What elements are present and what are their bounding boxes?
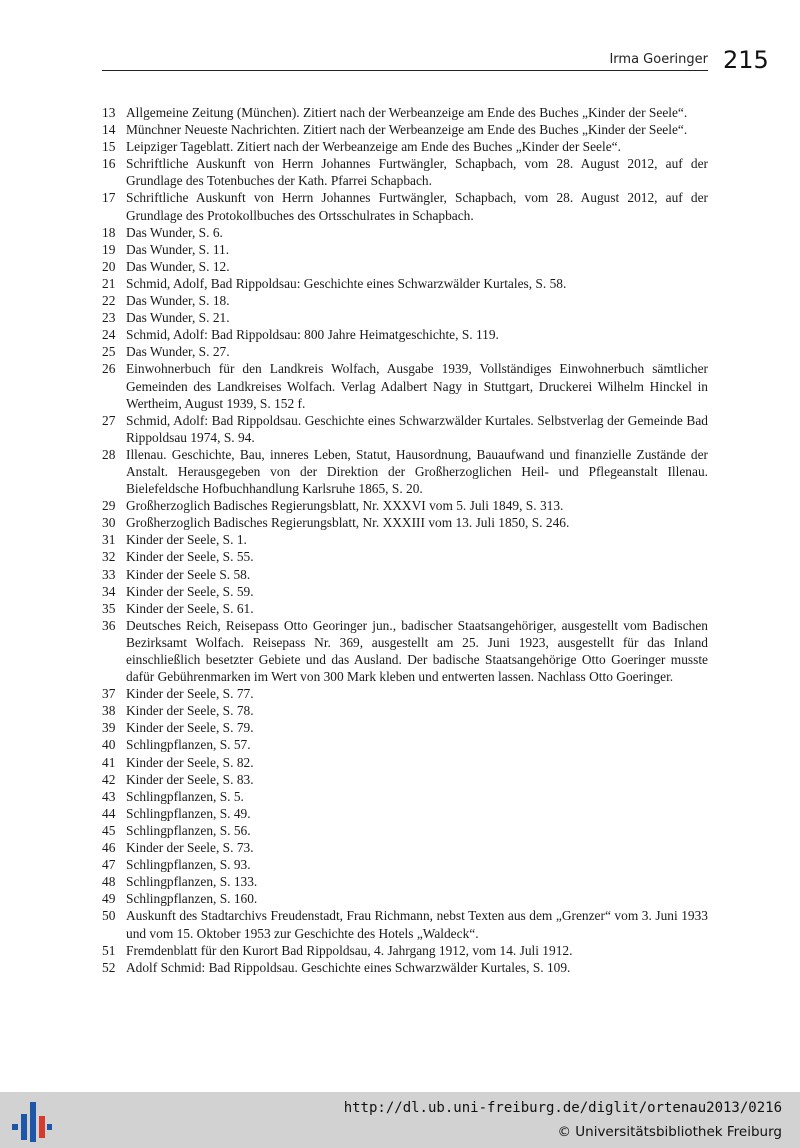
endnote-text: Großherzoglich Badisches Regierungsblatt, Nr. XXXVI vom 5. Juli 1849, S. 313. — [126, 498, 564, 514]
endnote-item — [102, 241, 708, 258]
endnote-item — [102, 292, 708, 309]
endnote-item — [102, 873, 708, 890]
endnote-text: Das Wunder, S. 6. — [126, 224, 223, 240]
endnote-text: Allgemeine Zeitung (München). Zitiert nach der Werbeanzeige am Ende des Buches „Kinder der Seele“. — [126, 105, 688, 120]
endnote-text: Auskunft des Stadtarchivs Freudenstadt, Frau Richmann, nebst Texten aus dem „Grenzer“ vom 3. Juni 1933 und vom 15. Oktober 1953 zur Geschichte des Hotels „Waldeck“. — [126, 908, 708, 941]
endnote-item — [102, 685, 708, 702]
endnote-item — [102, 326, 708, 343]
endnote-item — [102, 275, 708, 292]
endnote-item — [102, 258, 708, 275]
endnote-item — [102, 754, 708, 771]
endnote-item — [102, 583, 708, 600]
endnote-item — [102, 719, 708, 736]
endnote-number: 32 — [102, 549, 116, 565]
endnote-number: 51 — [102, 942, 116, 958]
endnote-number: 26 — [102, 361, 116, 377]
endnote-text: Schmid, Adolf: Bad Rippoldsau. Geschichte eines Schwarzwälder Kurtales. Selbstverlag der Gemeinde Bad Rippoldsau 1974, S. 94. — [126, 412, 708, 445]
endnote-item — [102, 805, 708, 822]
endnote-number: 14 — [102, 122, 116, 138]
viewer-footer — [0, 1092, 800, 1148]
endnote-number: 46 — [102, 840, 116, 856]
endnote-item — [102, 839, 708, 856]
endnote-number: 17 — [102, 190, 116, 206]
endnote-text: Kinder der Seele, S. 55. — [126, 549, 254, 565]
endnote-number: 35 — [102, 600, 116, 616]
endnote-number: 19 — [102, 241, 116, 257]
endnote-text: Kinder der Seele, S. 82. — [126, 754, 254, 770]
endnote-number: 28 — [102, 446, 116, 462]
endnote-item — [102, 514, 708, 531]
endnote-text: Kinder der Seele, S. 78. — [126, 703, 254, 719]
endnote-item — [102, 138, 708, 155]
endnote-number: 43 — [102, 788, 116, 804]
endnote-text: Kinder der Seele, S. 1. — [126, 532, 247, 548]
endnote-text: Leipziger Tageblatt. Zitiert nach der Werbeanzeige am Ende des Buches „Kinder der Seele“. — [126, 139, 621, 155]
endnote-item — [102, 942, 708, 959]
endnote-number: 23 — [102, 310, 116, 326]
endnote-text: Großherzoglich Badisches Regierungsblatt, Nr. XXXIII vom 13. Juli 1850, S. 246. — [126, 515, 570, 531]
endnote-text: Kinder der Seele, S. 79. — [126, 720, 254, 736]
endnote-text: Einwohnerbuch für den Landkreis Wolfach, Ausgabe 1939, Vollständiges Einwohnerbuch sämtlicher Gemeinden des Landkreises Wolfach. Verlag Adalbert Nagy in Stuttgart, Druckerei Wilhelm Hinckel in Wertheim, August 1939, S. 152 f. — [126, 361, 708, 411]
endnote-number: 29 — [102, 498, 116, 514]
endnote-item — [102, 446, 708, 497]
endnote-number: 18 — [102, 224, 116, 240]
endnote-text: Schlingpflanzen, S. 133. — [126, 874, 258, 890]
endnote-text: Fremdenblatt für den Kurort Bad Rippoldsau, 4. Jahrgang 1912, vom 14. Juli 1912. — [126, 942, 573, 958]
endnote-item — [102, 360, 708, 411]
endnote-item — [102, 566, 708, 583]
endnote-text: Schlingpflanzen, S. 49. — [126, 805, 251, 821]
endnote-number: 37 — [102, 686, 116, 702]
endnote-text: Kinder der Seele, S. 77. — [126, 686, 254, 702]
endnote-number: 49 — [102, 891, 116, 907]
endnote-number: 36 — [102, 617, 116, 633]
endnote-item — [102, 531, 708, 548]
endnote-item — [102, 104, 708, 121]
copyright-notice: © Universitätsbibliothek Freiburg — [557, 1124, 782, 1140]
endnote-text: Schlingpflanzen, S. 160. — [126, 891, 258, 907]
endnotes-list — [102, 104, 708, 976]
library-logo-icon — [12, 1102, 52, 1142]
endnote-item — [102, 224, 708, 241]
endnote-text: Das Wunder, S. 11. — [126, 241, 230, 257]
endnote-item — [102, 788, 708, 805]
endnote-number: 16 — [102, 156, 116, 172]
endnote-text: Schlingpflanzen, S. 5. — [126, 788, 244, 804]
endnote-item — [102, 343, 708, 360]
endnote-item — [102, 907, 708, 941]
endnote-number: 38 — [102, 703, 116, 719]
endnote-item — [102, 155, 708, 189]
endnote-text: Kinder der Seele, S. 83. — [126, 771, 254, 787]
endnote-text: Kinder der Seele, S. 59. — [126, 583, 254, 599]
endnote-number: 50 — [102, 908, 116, 924]
endnote-item — [102, 890, 708, 907]
endnote-number: 48 — [102, 874, 116, 890]
endnote-number: 33 — [102, 566, 116, 582]
endnote-number: 22 — [102, 293, 116, 309]
permalink-url[interactable]: http://dl.ub.uni-freiburg.de/diglit/ortenau2013/0216 — [343, 1100, 782, 1116]
endnote-item — [102, 959, 708, 976]
endnote-item — [102, 771, 708, 788]
endnote-text: Kinder der Seele S. 58. — [126, 566, 251, 582]
header-rule — [102, 70, 708, 71]
endnote-number: 13 — [102, 105, 116, 120]
endnote-text: Kinder der Seele, S. 73. — [126, 840, 254, 856]
endnote-text: Das Wunder, S. 27. — [126, 344, 230, 360]
endnote-number: 44 — [102, 805, 116, 821]
page-number: 215 — [723, 46, 769, 74]
endnote-text: Schmid, Adolf: Bad Rippoldsau: 800 Jahre Heimatgeschichte, S. 119. — [126, 327, 499, 343]
endnote-number: 15 — [102, 139, 116, 155]
endnote-text: Kinder der Seele, S. 61. — [126, 600, 254, 616]
endnote-number: 20 — [102, 258, 116, 274]
endnote-text: Münchner Neueste Nachrichten. Zitiert nach der Werbeanzeige am Ende des Buches „Kinder der Seele“. — [126, 122, 688, 138]
endnote-number: 52 — [102, 959, 116, 975]
endnote-number: 42 — [102, 771, 116, 787]
endnote-text: Das Wunder, S. 18. — [126, 293, 230, 309]
endnote-item — [102, 822, 708, 839]
endnote-item — [102, 617, 708, 685]
endnote-item — [102, 189, 708, 223]
endnote-number: 45 — [102, 822, 116, 838]
endnote-text: Deutsches Reich, Reisepass Otto Georinger jun., badischer Staatsangehöriger, ausgestellt vom Badischen Bezirksamt Wolfach. Reisepass Nr. 369, ausgestellt am 25. Juni 1923, ausgestellt für das Inland einschließlich besetzter Gebiete und das Ausland. Der badische Staatsangehörige Otto Goeringer musste dafür Gebührenmarken im Wert von 300 Mark kleben und entwerten lassen. Nachlass Otto Goeringer. — [126, 617, 708, 685]
endnote-item — [102, 497, 708, 514]
endnote-item — [102, 856, 708, 873]
endnote-number: 30 — [102, 515, 116, 531]
endnote-item — [102, 702, 708, 719]
endnote-item — [102, 736, 708, 753]
endnote-item — [102, 412, 708, 446]
endnote-number: 24 — [102, 327, 116, 343]
endnote-text: Adolf Schmid: Bad Rippoldsau. Geschichte eines Schwarzwälder Kurtales, S. 109. — [126, 959, 571, 975]
endnote-item — [102, 121, 708, 138]
endnote-number: 40 — [102, 737, 116, 753]
endnote-number: 31 — [102, 532, 116, 548]
endnote-number: 41 — [102, 754, 116, 770]
endnote-text: Das Wunder, S. 12. — [126, 258, 230, 274]
endnote-item — [102, 548, 708, 565]
endnote-item — [102, 600, 708, 617]
endnote-number: 27 — [102, 412, 116, 428]
endnote-text: Schlingpflanzen, S. 93. — [126, 857, 251, 873]
endnote-number: 34 — [102, 583, 116, 599]
endnote-text: Schlingpflanzen, S. 57. — [126, 737, 251, 753]
endnote-number: 25 — [102, 344, 116, 360]
endnote-text: Illenau. Geschichte, Bau, inneres Leben, Statut, Hausordnung, Bauaufwand und finanzielle Zustände der Anstalt. Herausgegeben von der Direktion der Großherzoglichen Heil- und Pflegeanstalt Illenau. Bielefeldsche Hofbuchhandlung Karlsruhe 1865, S. 20. — [126, 446, 708, 497]
endnote-number: 21 — [102, 275, 116, 291]
endnote-text: Schmid, Adolf, Bad Rippoldsau: Geschichte eines Schwarzwälder Kurtales, S. 58. — [126, 275, 567, 291]
endnote-text: Schriftliche Auskunft von Herrn Johannes Furtwängler, Schapbach, vom 28. August 2012, auf der Grundlage des Protokollbuches des Ortsschulrates in Schapbach. — [126, 190, 708, 223]
running-header-author: Irma Goeringer — [609, 52, 708, 67]
endnote-number: 47 — [102, 857, 116, 873]
endnote-text: Das Wunder, S. 21. — [126, 310, 230, 326]
endnote-number: 39 — [102, 720, 116, 736]
endnote-text: Schlingpflanzen, S. 56. — [126, 822, 251, 838]
endnote-item — [102, 309, 708, 326]
endnote-text: Schriftliche Auskunft von Herrn Johannes Furtwängler, Schapbach, vom 28. August 2012, auf der Grundlage des Totenbuches der Kath. Pfarrei Schapbach. — [126, 156, 708, 189]
